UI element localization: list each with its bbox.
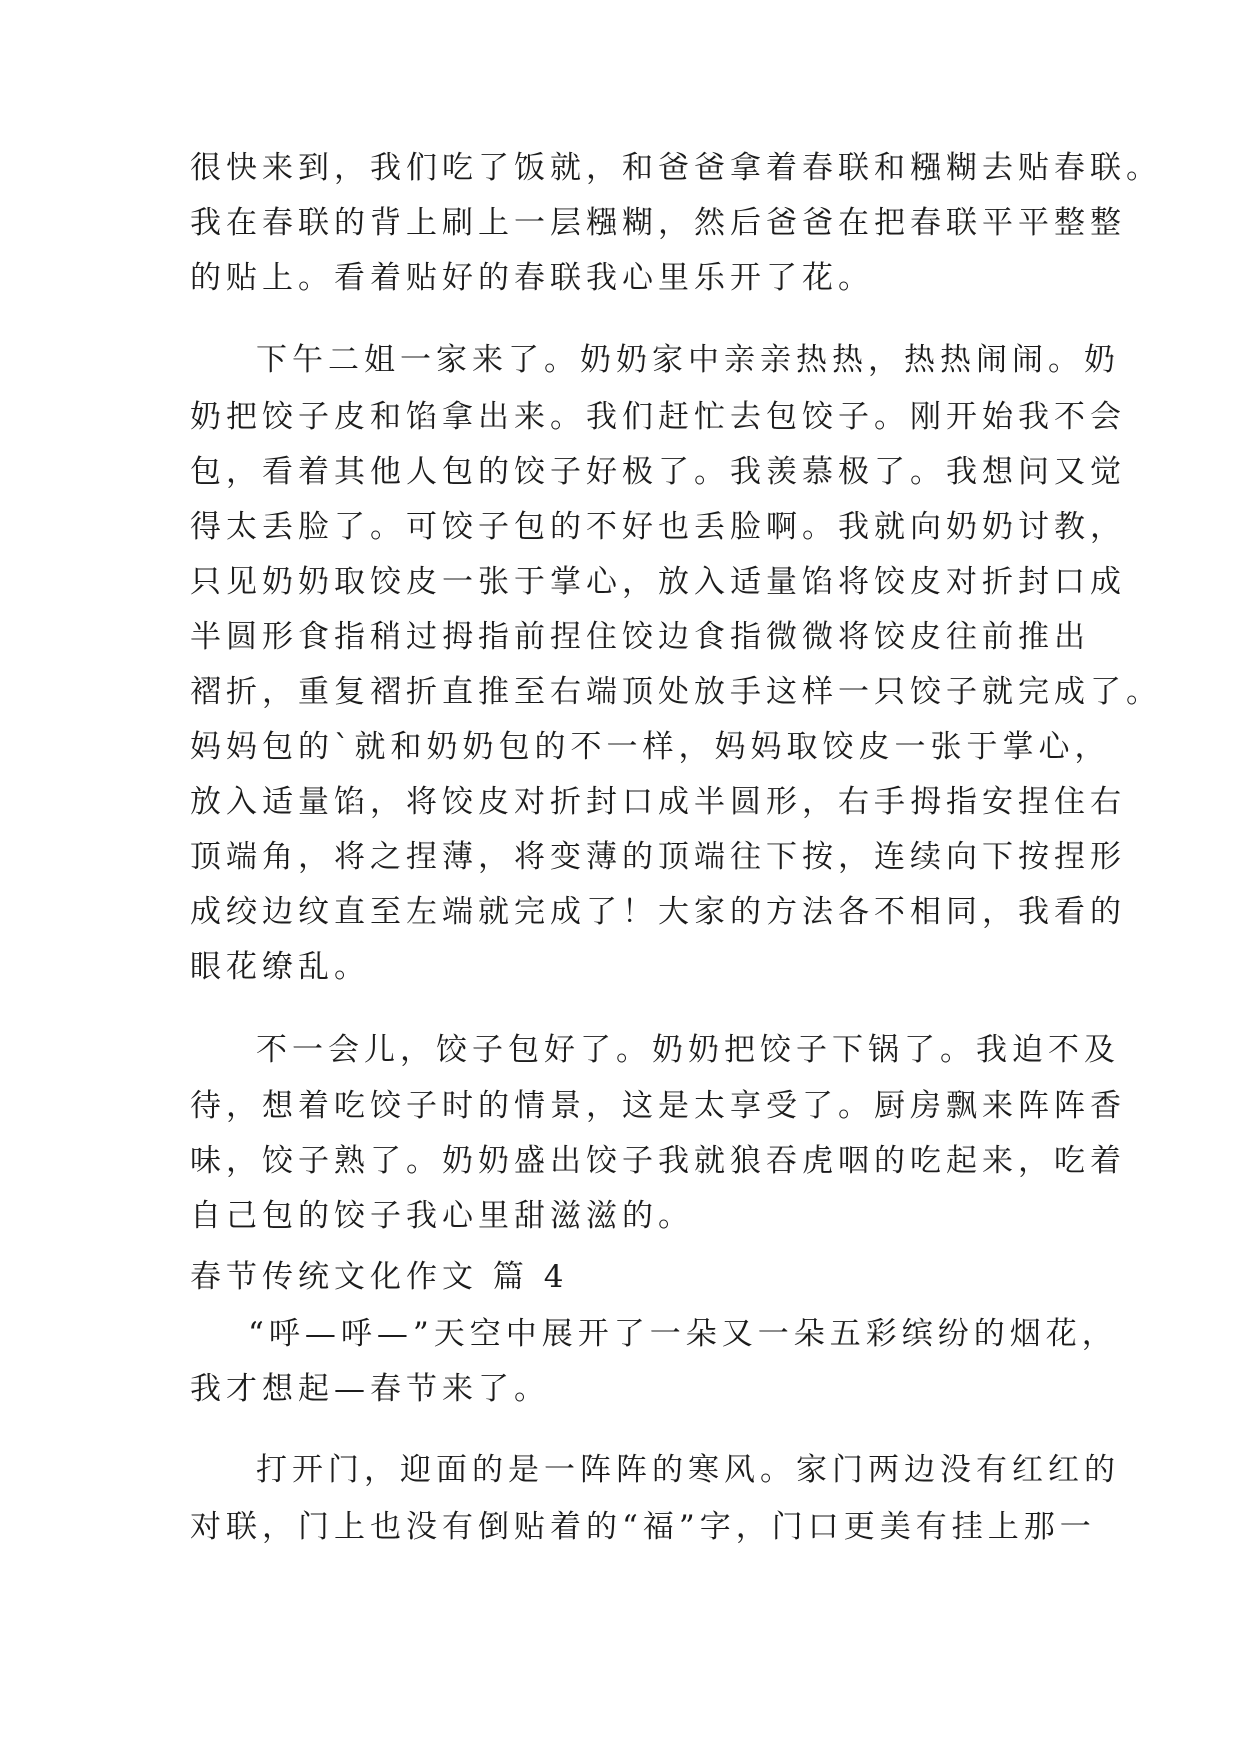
text-line: 半圆形食指稍过拇指前捏住饺边食指微微将饺皮往前推出 <box>190 619 1090 655</box>
text-line: 顶端角，将之捏薄，将变薄的顶端往下按，连续向下按捏形 <box>190 839 1126 875</box>
text-line: 眼花缭乱。 <box>190 949 370 985</box>
text-line: 妈妈包的`就和奶奶包的不一样，妈妈取饺皮一张于掌心， <box>190 729 1111 765</box>
paragraph-start-line: 下午二姐一家来了。奶奶家中亲亲热热，热热闹闹。奶 <box>256 342 1120 378</box>
section-heading: 春节传统文化作文 篇 4 <box>190 1259 569 1295</box>
paragraph-start-line: “呼—呼—”天空中展开了一朵又一朵五彩缤纷的烟花， <box>248 1316 1118 1352</box>
text-line: 自己包的饺子我心里甜滋滋的。 <box>190 1198 694 1234</box>
text-line: 得太丢脸了。可饺子包的不好也丢脸啊。我就向奶奶讨教， <box>190 509 1126 545</box>
text-line: 包，看着其他人包的饺子好极了。我羡慕极了。我想问又觉 <box>190 454 1126 490</box>
text-line: 味，饺子熟了。奶奶盛出饺子我就狼吞虎咽的吃起来，吃着 <box>190 1143 1126 1179</box>
text-line: 褶折，重复褶折直推至右端顶处放手这样一只饺子就完成了。 <box>190 674 1162 710</box>
text-line: 我在春联的背上刷上一层糨糊，然后爸爸在把春联平平整整 <box>190 205 1126 241</box>
text-line: 我才想起—春节来了。 <box>190 1371 550 1407</box>
text-line: 待，想着吃饺子时的情景，这是太享受了。厨房飘来阵阵香 <box>190 1088 1126 1124</box>
text-line: 奶把饺子皮和馅拿出来。我们赶忙去包饺子。刚开始我不会 <box>190 399 1126 435</box>
text-line: 放入适量馅，将饺皮对折封口成半圆形，右手拇指安捏住右 <box>190 784 1126 820</box>
text-line: 的贴上。看着贴好的春联我心里乐开了花。 <box>190 260 874 296</box>
text-line: 对联，门上也没有倒贴着的“福”字，门口更美有挂上那一 <box>190 1509 1096 1545</box>
text-line: 很快来到，我们吃了饭就，和爸爸拿着春联和糨糊去贴春联。 <box>190 150 1162 186</box>
paragraph-start-line: 打开门，迎面的是一阵阵的寒风。家门两边没有红红的 <box>256 1452 1120 1488</box>
paragraph-start-line: 不一会儿，饺子包好了。奶奶把饺子下锅了。我迫不及 <box>256 1032 1120 1068</box>
text-line: 只见奶奶取饺皮一张于掌心，放入适量馅将饺皮对折封口成 <box>190 564 1126 600</box>
text-line: 成绞边纹直至左端就完成了！大家的方法各不相同，我看的 <box>190 894 1126 930</box>
